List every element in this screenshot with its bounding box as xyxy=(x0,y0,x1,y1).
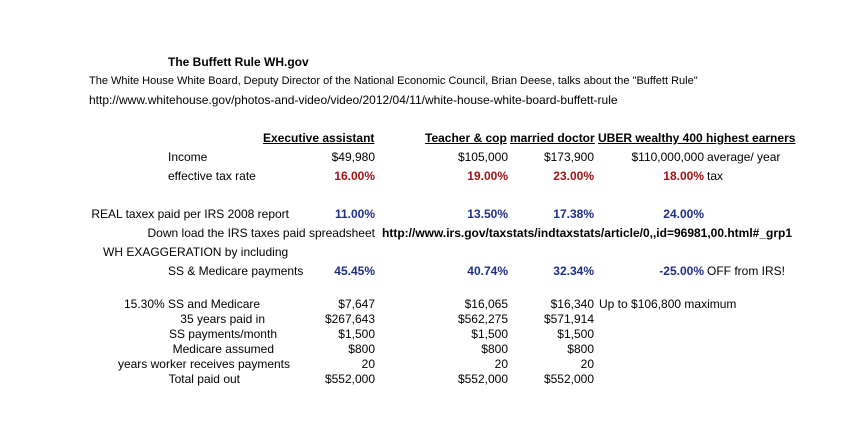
effective-exec: 16.00% xyxy=(334,169,375,183)
total-label: Total paid out xyxy=(168,372,240,386)
ss-month-exec: $1,500 xyxy=(338,327,375,341)
years-paid-label: 35 years paid in xyxy=(180,312,265,326)
effective-teacher: 19.00% xyxy=(467,169,508,183)
ss-exec: $7,647 xyxy=(338,297,375,311)
ss-month-label: SS payments/month xyxy=(168,327,277,341)
income-note: average/ year xyxy=(707,150,781,164)
medicare-teacher: $800 xyxy=(481,342,508,356)
years-recv-label: years worker receives payments xyxy=(117,357,290,371)
exaggeration-note: OFF from IRS! xyxy=(707,264,785,278)
download-label: Down load the IRS taxes paid spreadsheet xyxy=(147,226,375,240)
years-recv-teacher: 20 xyxy=(494,357,508,371)
ss-doctor: $16,340 xyxy=(550,297,594,311)
effective-doctor: 23.00% xyxy=(553,169,594,183)
ss-note: Up to $106,800 maximum xyxy=(599,297,737,311)
page-title: The Buffett Rule WH.gov xyxy=(168,55,309,69)
effective-label: effective tax rate xyxy=(168,169,256,183)
exaggeration-uber: -25.00% xyxy=(659,264,704,278)
page-subtitle: The White House White Board, Deputy Director of the National Economic Council, Brian Deese, talks about the "Buffett Rule" xyxy=(89,75,698,87)
income-teacher: $105,000 xyxy=(457,150,508,164)
ss-medicare-label: SS & Medicare payments xyxy=(168,264,304,278)
exaggeration-exec: 45.45% xyxy=(334,264,375,278)
medicare-doctor: $800 xyxy=(567,342,594,356)
years-recv-exec: 20 xyxy=(361,357,375,371)
ss-pct: 15.30% xyxy=(124,297,165,311)
irs-link[interactable]: http://www.irs.gov/taxstats/indtaxstats/article/0,,id=96981,00.html#_grp1 xyxy=(382,226,793,240)
col-header-uber: UBER wealthy 400 highest earners xyxy=(598,131,796,145)
ss-month-teacher: $1,500 xyxy=(471,327,508,341)
ss-month-doctor: $1,500 xyxy=(557,327,594,341)
effective-note: tax xyxy=(707,169,724,183)
exaggeration-doctor: 32.34% xyxy=(553,264,594,278)
exaggeration-label: WH EXAGGERATION by including xyxy=(103,245,289,259)
income-exec: $49,980 xyxy=(331,150,375,164)
income-uber: $110,000,000 xyxy=(631,150,704,164)
real-doctor: 17.38% xyxy=(553,207,594,221)
col-header-teacher: Teacher & cop xyxy=(425,131,507,145)
medicare-label: Medicare assumed xyxy=(172,342,274,356)
total-exec: $552,000 xyxy=(324,372,375,386)
years-recv-doctor: 20 xyxy=(580,357,594,371)
real-exec: 11.00% xyxy=(334,207,375,221)
years-paid-exec: $267,643 xyxy=(324,312,375,326)
real-uber: 24.00% xyxy=(663,207,704,221)
ss-teacher: $16,065 xyxy=(464,297,508,311)
real-label: REAL taxex paid per IRS 2008 report xyxy=(91,207,289,221)
source-url[interactable]: http://www.whitehouse.gov/photos-and-video/video/2012/04/11/white-house-white-board-buffett-rule xyxy=(89,93,618,107)
real-teacher: 13.50% xyxy=(467,207,508,221)
effective-uber: 18.00% xyxy=(663,169,704,183)
years-paid-teacher: $562,275 xyxy=(457,312,508,326)
exaggeration-teacher: 40.74% xyxy=(467,264,508,278)
total-teacher: $552,000 xyxy=(457,372,508,386)
years-paid-doctor: $571,914 xyxy=(543,312,594,326)
col-header-exec: Executive assistant xyxy=(263,131,375,145)
total-doctor: $552,000 xyxy=(543,372,594,386)
income-label: Income xyxy=(168,150,208,164)
income-doctor: $173,900 xyxy=(543,150,594,164)
col-header-doctor: married doctor xyxy=(510,131,595,145)
medicare-exec: $800 xyxy=(348,342,375,356)
ss-label: SS and Medicare xyxy=(168,297,261,311)
